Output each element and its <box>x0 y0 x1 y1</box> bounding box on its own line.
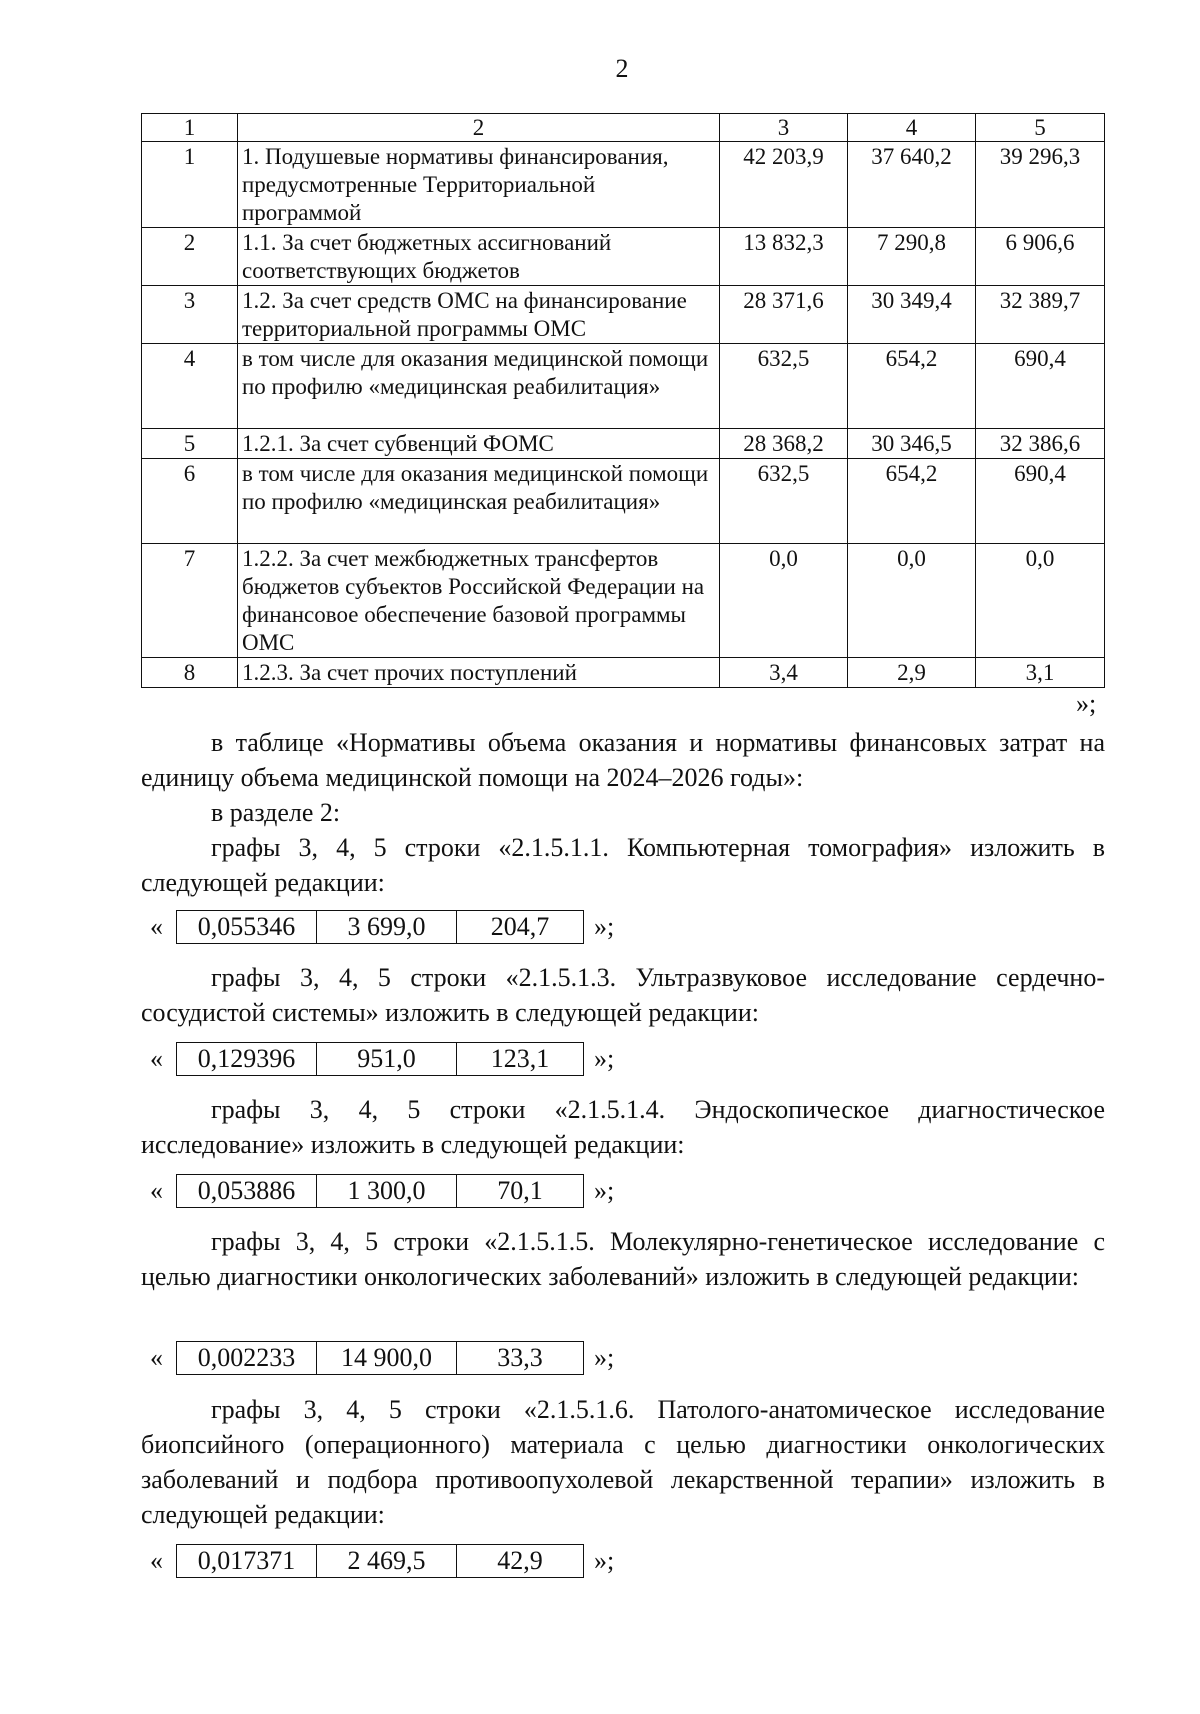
row-value-col3: 632,5 <box>720 344 848 429</box>
row-text: 1.2.1. За счет субвенций ФОМС <box>238 429 720 459</box>
row-value-col5: 690,4 <box>976 344 1105 429</box>
header-col-5: 5 <box>976 114 1105 142</box>
header-col-3: 3 <box>720 114 848 142</box>
row-value-col3: 13 832,3 <box>720 228 848 286</box>
opening-quote: « <box>150 912 163 941</box>
snippet-value-col3: 0,055346 <box>177 911 317 944</box>
row-value-col5: 3,1 <box>976 658 1105 688</box>
closing-quote: »; <box>594 1343 615 1372</box>
paragraph-text: графы 3, 4, 5 строки «2.1.5.1.4. Эндоскопическое диагностическое исследование» изложить в следующей редакции: <box>141 1095 1105 1159</box>
row-number: 6 <box>142 459 238 544</box>
snippet-value-col4: 1 300,0 <box>317 1175 457 1208</box>
row-value-col5: 39 296,3 <box>976 142 1105 228</box>
financing-table <box>141 113 1105 688</box>
header-col-2: 2 <box>238 114 720 142</box>
row-value-col5: 0,0 <box>976 544 1105 658</box>
opening-quote: « <box>150 1343 163 1372</box>
row-value-col3: 42 203,9 <box>720 142 848 228</box>
row-value-col3: 0,0 <box>720 544 848 658</box>
paragraph-table-intro <box>141 725 1105 795</box>
row-value-col4: 7 290,8 <box>848 228 976 286</box>
replacement-snippet-1 <box>150 909 614 945</box>
row-text: 1. Подушевые нормативы финансирования, предусмотренные Территориальной программой <box>238 142 720 228</box>
snippet-value-col3: 0,017371 <box>177 1545 317 1578</box>
opening-quote: « <box>150 1546 163 1575</box>
snippet-table <box>176 1544 584 1578</box>
paragraph-text: в разделе 2: <box>211 798 341 827</box>
opening-quote: « <box>150 1176 163 1205</box>
table-row <box>142 228 1105 286</box>
row-text: 1.2.3. За счет прочих поступлений <box>238 658 720 688</box>
row-value-col4: 30 346,5 <box>848 429 976 459</box>
row-value-col4: 0,0 <box>848 544 976 658</box>
row-number: 8 <box>142 658 238 688</box>
table-row <box>142 544 1105 658</box>
paragraph-section <box>141 795 1105 830</box>
replacement-snippet-2 <box>150 1041 614 1077</box>
row-text: 1.2. За счет средств ОМС на финансирование территориальной программы ОМС <box>238 286 720 344</box>
header-col-1: 1 <box>142 114 238 142</box>
row-text: 1.1. За счет бюджетных ассигнований соответствующих бюджетов <box>238 228 720 286</box>
row-text: 1.2.2. За счет межбюджетных трансфертов бюджетов субъектов Российской Федерации на финансовое обеспечение базовой программы ОМС <box>238 544 720 658</box>
snippet-value-col4: 951,0 <box>317 1043 457 1076</box>
closing-quote: »; <box>594 1546 615 1575</box>
row-value-col3: 28 371,6 <box>720 286 848 344</box>
row-number: 2 <box>142 228 238 286</box>
row-value-col4: 654,2 <box>848 459 976 544</box>
row-number: 7 <box>142 544 238 658</box>
table-closing-quote: »; <box>1076 689 1097 718</box>
snippet-value-col4: 3 699,0 <box>317 911 457 944</box>
paragraph-text: графы 3, 4, 5 строки «2.1.5.1.6. Патолого-анатомическое исследование биопсийного (операционного) материала с целью диагностики онкологических заболеваний и подбора противоопухолевой лекарственной терапии» изложить в следующей редакции: <box>141 1395 1105 1529</box>
row-text: в том числе для оказания медицинской помощи по профилю «медицинская реабилитация» <box>238 459 720 544</box>
row-number: 5 <box>142 429 238 459</box>
paragraph-row-2-1-5-1-4 <box>141 1092 1105 1162</box>
closing-quote: »; <box>594 1176 615 1205</box>
row-value-col5: 6 906,6 <box>976 228 1105 286</box>
replacement-snippet-3 <box>150 1173 614 1209</box>
paragraph-text: графы 3, 4, 5 строки «2.1.5.1.1. Компьютерная томография» изложить в следующей редакции: <box>141 833 1105 897</box>
replacement-snippet-4 <box>150 1340 614 1376</box>
row-value-col3: 28 368,2 <box>720 429 848 459</box>
table-row <box>142 658 1105 688</box>
closing-quote: »; <box>594 1044 615 1073</box>
row-value-col3: 3,4 <box>720 658 848 688</box>
snippet-value-col5: 33,3 <box>457 1342 584 1375</box>
row-value-col4: 37 640,2 <box>848 142 976 228</box>
paragraph-text: графы 3, 4, 5 строки «2.1.5.1.3. Ультразвуковое исследование сердечно-сосудистой системы» изложить в следующей редакции: <box>141 963 1105 1027</box>
snippet-value-col5: 70,1 <box>457 1175 584 1208</box>
row-text: в том числе для оказания медицинской помощи по профилю «медицинская реабилитация» <box>238 344 720 429</box>
table-row <box>142 459 1105 544</box>
snippet-table <box>176 1341 584 1375</box>
row-number: 4 <box>142 344 238 429</box>
snippet-table <box>176 1174 584 1208</box>
row-number: 3 <box>142 286 238 344</box>
snippet-value-col3: 0,053886 <box>177 1175 317 1208</box>
replacement-snippet-5 <box>150 1543 614 1579</box>
table-row <box>142 142 1105 228</box>
table-row <box>142 286 1105 344</box>
snippet-value-col4: 2 469,5 <box>317 1545 457 1578</box>
closing-quote: »; <box>594 912 615 941</box>
snippet-value-col5: 204,7 <box>457 911 584 944</box>
row-value-col4: 654,2 <box>848 344 976 429</box>
paragraph-row-2-1-5-1-5 <box>141 1224 1105 1294</box>
paragraph-text: в таблице «Нормативы объема оказания и нормативы финансовых затрат на единицу объема медицинской помощи на 2024–2026 годы»: <box>141 728 1105 792</box>
snippet-table <box>176 1042 584 1076</box>
row-value-col4: 2,9 <box>848 658 976 688</box>
opening-quote: « <box>150 1044 163 1073</box>
snippet-value-col4: 14 900,0 <box>317 1342 457 1375</box>
row-value-col3: 632,5 <box>720 459 848 544</box>
paragraph-row-2-1-5-1-3 <box>141 960 1105 1030</box>
snippet-table <box>176 910 584 944</box>
paragraph-row-2-1-5-1-6 <box>141 1392 1105 1532</box>
page-number: 2 <box>615 54 629 83</box>
row-value-col4: 30 349,4 <box>848 286 976 344</box>
row-number: 1 <box>142 142 238 228</box>
table-header-row <box>142 114 1105 142</box>
paragraph-text: графы 3, 4, 5 строки «2.1.5.1.5. Молекулярно-генетическое исследование с целью диагностики онкологических заболеваний» изложить в следующей редакции: <box>141 1227 1105 1291</box>
table-row <box>142 344 1105 429</box>
snippet-value-col5: 42,9 <box>457 1545 584 1578</box>
snippet-value-col3: 0,002233 <box>177 1342 317 1375</box>
snippet-value-col5: 123,1 <box>457 1043 584 1076</box>
row-value-col5: 32 389,7 <box>976 286 1105 344</box>
row-value-col5: 32 386,6 <box>976 429 1105 459</box>
header-col-4: 4 <box>848 114 976 142</box>
table-row <box>142 429 1105 459</box>
paragraph-row-2-1-5-1-1 <box>141 830 1105 900</box>
row-value-col5: 690,4 <box>976 459 1105 544</box>
snippet-value-col3: 0,129396 <box>177 1043 317 1076</box>
